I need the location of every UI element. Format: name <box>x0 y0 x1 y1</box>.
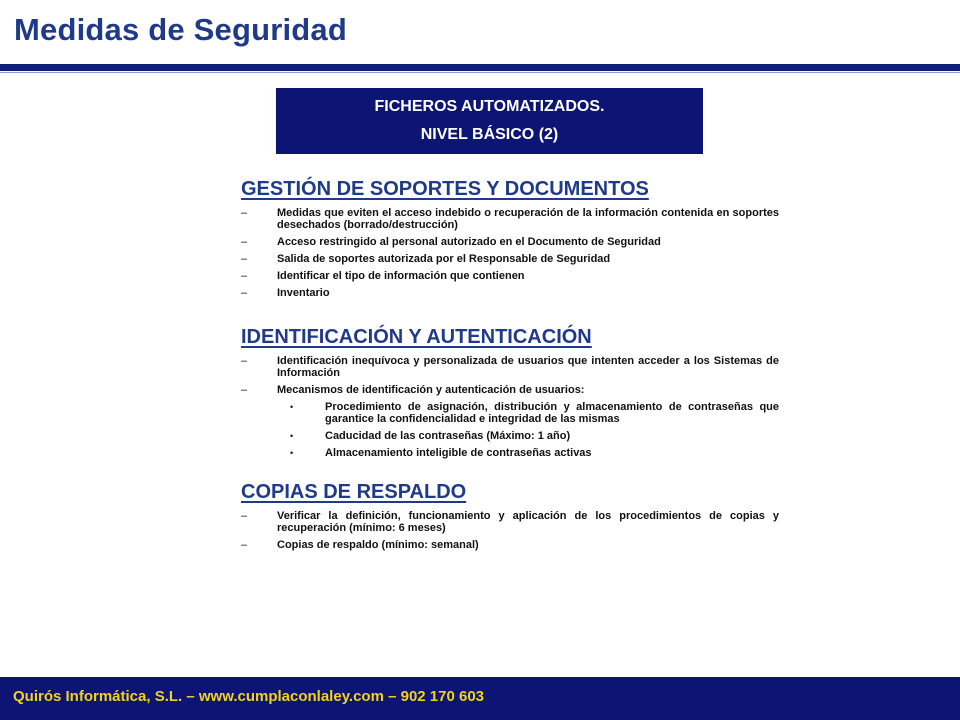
list-item-text: Identificar el tipo de información que contienen <box>277 270 525 282</box>
list-item <box>241 510 779 534</box>
sub-item-list <box>277 401 779 459</box>
item-list <box>241 510 779 551</box>
sub-list-item-text: Almacenamiento inteligible de contraseñas activas <box>325 447 592 459</box>
title-divider <box>0 64 960 71</box>
sub-list-item <box>277 430 779 442</box>
dash-marker: – <box>241 384 248 396</box>
sub-list-item-text: Caducidad de las contraseñas (Máximo: 1 año) <box>325 430 571 442</box>
section-heading: GESTIÓN DE SOPORTES Y DOCUMENTOS <box>241 178 649 200</box>
section-spacer <box>241 304 779 326</box>
list-item <box>241 539 779 551</box>
dash-marker: – <box>241 539 248 551</box>
page-title: Medidas de Seguridad <box>14 12 348 47</box>
section-identificacion <box>241 326 779 459</box>
sub-list-item <box>277 401 779 425</box>
item-list <box>241 355 779 459</box>
list-item <box>241 207 779 231</box>
header-box <box>276 88 703 154</box>
dash-marker: – <box>241 270 248 282</box>
section-copias <box>241 481 779 551</box>
list-item-text: Identificación inequívoca y personalizada de usuarios que intenten acceder a los Sistemas de Información <box>277 355 779 379</box>
list-item <box>241 270 779 282</box>
dash-marker: – <box>241 355 248 367</box>
list-item-text: Mecanismos de identificación y autenticación de usuarios: <box>277 384 585 396</box>
content-area <box>241 178 779 556</box>
list-item <box>241 236 779 248</box>
dash-marker: – <box>241 287 248 299</box>
title-divider-thin <box>0 72 960 73</box>
section-heading: COPIAS DE RESPALDO <box>241 481 467 503</box>
bullet-marker: • <box>290 431 294 441</box>
bullet-marker: • <box>290 402 294 412</box>
section-soportes <box>241 178 779 299</box>
list-item-text: Salida de soportes autorizada por el Responsable de Seguridad <box>277 253 611 265</box>
header-box-line-1: FICHEROS AUTOMATIZADOS. <box>374 98 605 115</box>
list-item <box>241 384 779 459</box>
dash-marker: – <box>241 253 248 265</box>
list-item-text: Inventario <box>277 287 330 299</box>
dash-marker: – <box>241 510 248 522</box>
list-item-text: Copias de respaldo (mínimo: semanal) <box>277 539 479 551</box>
bullet-marker: • <box>290 448 294 458</box>
list-item-text: Verificar la definición, funcionamiento y aplicación de los procedimientos de copias y recuperación (mínimo: 6 meses) <box>277 510 779 534</box>
list-item <box>241 253 779 265</box>
dash-marker: – <box>241 236 248 248</box>
list-item <box>241 355 779 379</box>
dash-marker: – <box>241 207 248 219</box>
sub-list-item <box>277 447 779 459</box>
list-item-text: Acceso restringido al personal autorizado en el Documento de Seguridad <box>277 236 661 248</box>
section-heading: IDENTIFICACIÓN Y AUTENTICACIÓN <box>241 326 592 348</box>
item-list <box>241 207 779 299</box>
section-spacer <box>241 464 779 481</box>
list-item <box>241 287 779 299</box>
list-item-text: Medidas que eviten el acceso indebido o recuperación de la información contenida en soportes desechados (borrado/destrucción) <box>277 207 779 231</box>
sub-list-item-text: Procedimiento de asignación, distribución y almacenamiento de contraseñas que garantice la confidencialidad e integridad de las mismas <box>325 401 779 425</box>
footer-text: Quirós Informática, S.L. – www.cumplaconlaley.com – 902 170 603 <box>13 688 485 705</box>
header-box-line-2: NIVEL BÁSICO (2) <box>420 126 559 143</box>
